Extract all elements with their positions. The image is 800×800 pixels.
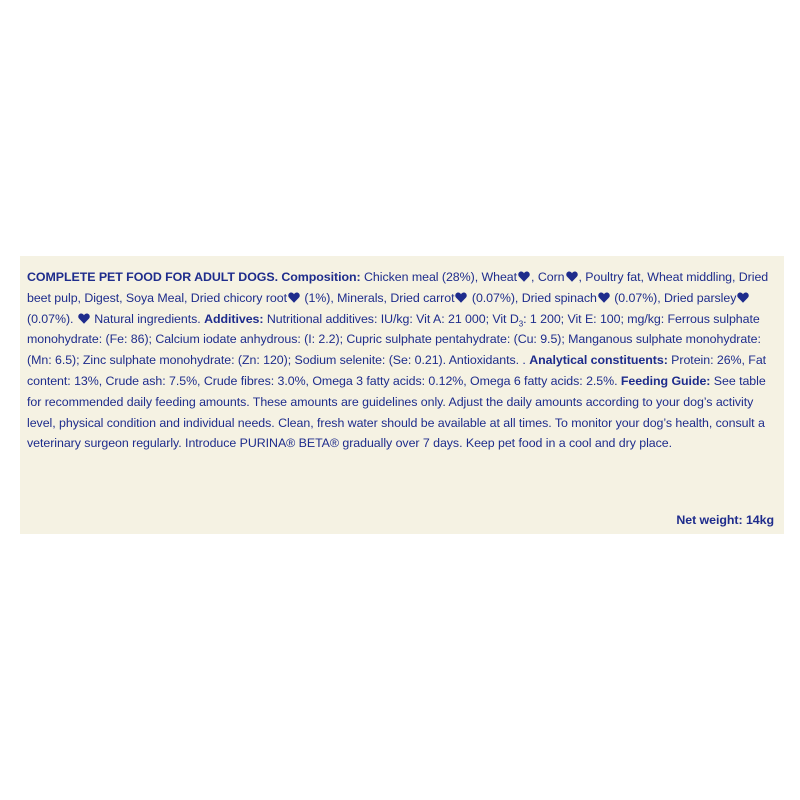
label-panel: [20, 256, 784, 534]
heart-icon: [566, 271, 578, 282]
net-weight: Net weight: 14kg: [676, 513, 774, 527]
heart-icon: [288, 292, 300, 303]
composition-text: (1%), Minerals, Dried carrot: [301, 290, 455, 305]
feeding-text: See table for recommended daily feeding amounts. These amounts are guidelines only. Adjust the daily amounts according to your dog’s activity level, physical condition and individual needs. Clean, fresh water should be available at all times. To monitor your dog’s health, consult a veterinary surgeon regularly. Introduce PURINA® BETA® gradually over 7 days. Keep pet food in a cool and dry place.: [27, 373, 766, 451]
additives-text: : 1 200; Vit E: 100; mg/kg: Ferrous sulphate monohydrate: (Fe: 86); Calcium iodate anhydrous: (I: 2.2); Cupric sulphate pentahydrate: (Cu: 9.5); Manganous sulphate monohydrate: (Mn: 6.5); Zinc sulphate monohydrate: (Zn: 120); Sodium selenite: (Se: 0.21). Antioxidants. .: [27, 311, 761, 368]
heart-icon: [455, 292, 467, 303]
additives-text: Nutritional additives: IU/kg: Vit A: 21 000; Vit D: [263, 311, 519, 326]
composition-text: Natural ingredients.: [90, 311, 205, 326]
analytical-text: Protein: 26%, Fat content: 13%, Crude ash: 7.5%, Crude fibres: 3.0%, Omega 3 fatty acids: 0.12%, Omega 6 fatty acids: 2.5%.: [27, 353, 767, 388]
composition-text: Chicken meal (28%), Wheat: [360, 270, 518, 284]
additives-label: Additives:: [204, 311, 264, 326]
heart-icon: [78, 313, 90, 324]
composition-text: , Corn: [531, 270, 565, 284]
heart-icon: [598, 292, 610, 303]
feeding-label: Feeding Guide:: [620, 373, 711, 388]
heart-icon: [737, 292, 749, 303]
composition-label: Composition:: [281, 270, 361, 284]
label-text: [27, 267, 778, 454]
analytical-label: Analytical constituents:: [529, 353, 668, 368]
heart-icon: [518, 271, 530, 282]
heading: COMPLETE PET FOOD FOR ADULT DOGS.: [27, 270, 278, 284]
composition-text: (0.07%).: [27, 311, 77, 326]
composition-text: , Poultry fat, Wheat middling, Dried beet pulp, Digest, Soya Meal, Dried chicory root: [27, 270, 769, 305]
composition-text: (0.07%), Dried spinach: [468, 290, 597, 305]
composition-text: (0.07%), Dried parsley: [610, 290, 737, 305]
additives-subscript: 3: [518, 319, 524, 329]
